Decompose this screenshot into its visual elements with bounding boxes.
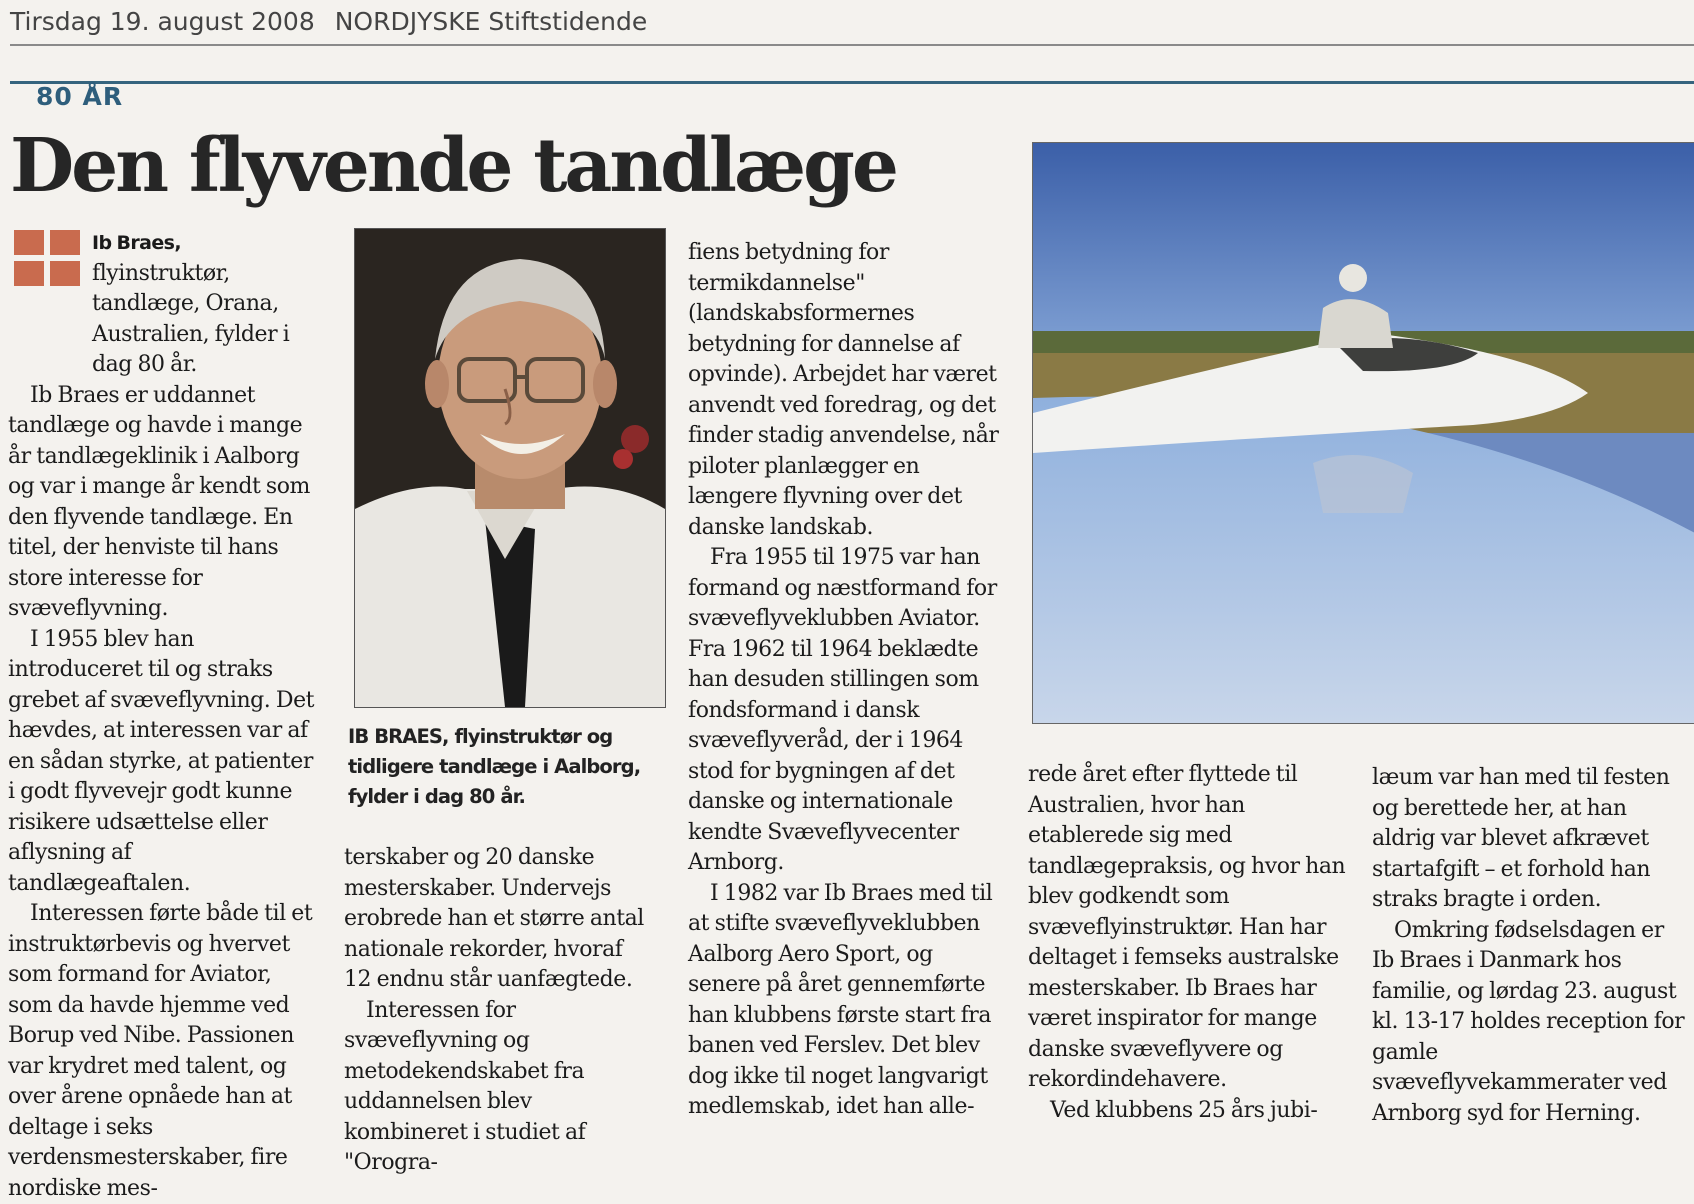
newspaper-name: NORDJYSKE Stiftstidende: [334, 7, 648, 36]
portrait-photo: [354, 228, 666, 708]
article-column-5: [1372, 763, 1686, 1129]
lead-paragraph: [8, 228, 316, 381]
header-divider: [10, 44, 1694, 46]
issue-date: Tirsdag 19. august 2008: [10, 7, 315, 36]
glider-photo: [1032, 142, 1694, 724]
newspaper-header: [10, 0, 647, 44]
lead-text: flyinstruktør, tandlæge, Orana, Australien, fylder i dag 80 år.: [92, 260, 290, 377]
body-paragraph: terskaber og 20 danske mesterskaber. Undervejs erobrede han et større antal nationale rekorder, hvoraf 12 endnu står uanfægtede.: [344, 845, 644, 992]
body-paragraph: læum var han med til festen og berettede her, at han aldrig var blevet afkrævet startafgift – et forhold han straks bragte i orden.: [1372, 765, 1670, 912]
section-kicker: 80 ÅR: [36, 82, 124, 111]
article-column-3: [688, 238, 1006, 1123]
body-paragraph: I 1982 var Ib Braes med til at stifte svæveflyveklubben Aalborg Aero Sport, og senere på året gennemførte han klubbens første start fra banen ved Ferslev. Det blev dog ikke til noget langvarigt medlemskab, idet han alle-: [688, 880, 993, 1119]
article-headline: Den flyvende tandlæge: [10, 123, 896, 209]
article-column-1: [8, 228, 316, 1204]
body-paragraph: Interessen førte både til et instruktørbevis og hvervet som formand for Aviator, som da havde hjemme ved Borup ved Nibe. Passionen var krydret med talent, og over årene opnåede han at deltage i seks verdensmesterskaber, fire nordiske mes-: [8, 901, 313, 1201]
lead-name: Ib Braes,: [92, 232, 181, 254]
body-paragraph: fiens betydning for termikdannelse" (landskabsformernes betydning for dannelse af opvinde). Arbejdet har været anvendt ved foredrag, og det finder stadig anvendelse, når piloter planlægger en længere flyvning over det danske landskab.: [688, 240, 999, 540]
body-paragraph: rede året efter flyttede til Australien, hvor han etablerede sig med tandlægepraksis, og hvor han blev godkendt som svæveflyinstruktør. Han har deltaget i femseks australske mesterskaber. Ib Braes har været inspirator for mange danske svæveflyvere og rekordindehavere.: [1028, 762, 1346, 1092]
photo-caption: IB BRAES, flyinstruktør og tidligere tandlæge i Aalborg, fylder i dag 80 år.: [348, 725, 641, 808]
article-column-2: [344, 843, 646, 1179]
body-paragraph: Fra 1955 til 1975 var han formand og næstformand for svæveflyveklubben Aviator. Fra 1962 til 1964 beklædte han desuden stillingen som fondsformand i dansk svæveflyveråd, der i 1964 stod for bygningen af det danske og internationale kendte Svæveflyvecenter Arnborg.: [688, 545, 997, 875]
body-paragraph: I 1955 blev han introduceret til og straks grebet af svæveflyvning. Det hævdes, at interessen var af en sådan styrke, at patienter i godt flyvevejr godt kunne risikere udsættelse eller aflysning af tandlægeaftalen.: [8, 626, 315, 896]
section-divider: [10, 81, 1694, 84]
body-paragraph: Interessen for svæveflyvning og metodekendskabet fra uddannelsen blev kombineret i studiet af "Orogra-: [344, 997, 586, 1175]
body-paragraph: Ib Braes er uddannet tandlæge og havde i mange år tandlægeklinik i Aalborg og var i mange år kendt som den flyvende tandlæge. En titel, der henviste til hans store interesse for svæveflyvning.: [8, 382, 310, 621]
article-column-4: [1028, 760, 1346, 1126]
body-paragraph: Ved klubbens 25 års jubi-: [1050, 1097, 1318, 1123]
body-paragraph: Omkring fødselsdagen er Ib Braes i Danmark hos familie, og lørdag 23. august kl. 13-17 holdes reception for gamle svæveflyvekammerater ved Arnborg syd for Herning.: [1372, 917, 1685, 1126]
